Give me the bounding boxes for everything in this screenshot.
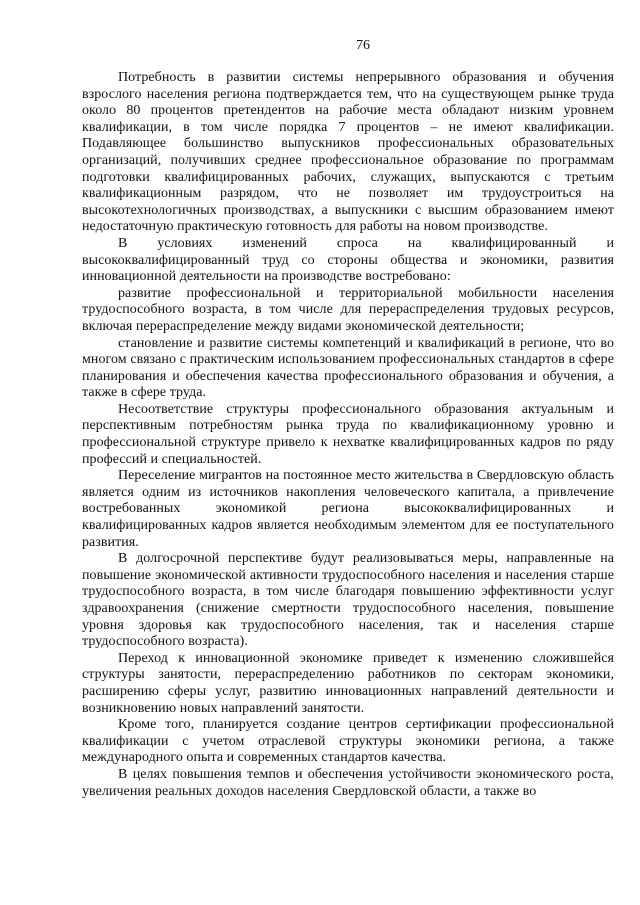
paragraph-6: Переселение мигрантов на постоянное место жительства в Свердловскую область является одним из источников накопления человеческого капитала, а привлечение востребованных экономикой региона высококвалифицированных и квалифицированных кадров является необходимым элементом для ее поступательного развития. [82, 468, 614, 550]
paragraph-5: Несоответствие структуры профессионального образования актуальным и перспективным потребностям рынка труда по квалификационному уровню и профессиональной структуре привело к нехватке квалифицированных кадров по ряду профессий и специальностей. [82, 401, 614, 467]
paragraph-2: В условиях изменений спроса на квалифицированный и высококвалифицированный труд со стороны общества и экономики, развития инновационной деятельности на производстве востребовано: [82, 235, 614, 285]
paragraph-4: становление и развитие системы компетенций и квалификаций в регионе, что во многом связано с практическим использованием профессиональных стандартов в сфере планирования и обеспечения качества профессионального образования и обучения, а также в сфере труда. [82, 335, 614, 401]
paragraph-10: В целях повышения темпов и обеспечения устойчивости экономического роста, увеличения реальных доходов населения Свердловской области, а также во [82, 766, 614, 799]
paragraph-9: Кроме того, планируется создание центров сертификации профессиональной квалификации с учетом отраслевой структуры экономики региона, а также международного опыта и современных стандартов качества. [82, 717, 614, 766]
paragraph-1: Потребность в развитии системы непрерывного образования и обучения взрослого населения региона подтверждается тем, что на существующем рынке труда около 80 процентов претендентов на рабочие места обладают низким уровнем квалификации, в том числе порядка 7 процентов – не имеют квалификации. Подавляющее большинство выпускников профессиональных образовательных организаций, получивших среднее профессиональное образование по программам подготовки квалифицированных рабочих, служащих, выпускаются с третьим квалификационным разрядом, что не позволяет им трудоустроиться на высокотехнологичных производствах, а выпускники с высшим образованием имеют недостаточную практическую готовность для работы на новом производстве. [82, 70, 614, 235]
paragraph-3: развитие профессиональной и территориальной мобильности населения трудоспособного возраста, в том числе для перераспределения трудовых ресурсов, включая перераспределение между видами экономической деятельности; [82, 285, 614, 334]
paragraph-8: Переход к инновационной экономике приведет к изменению сложившейся структуры занятости, перераспределению работников по секторам экономики, расширению сферы услуг, развитию инновационных направлений деятельности и возникновению новых направлений занятости. [82, 650, 614, 716]
document-body [82, 70, 614, 800]
page-number: 76 [356, 38, 370, 53]
paragraph-7: В долгосрочной перспективе будут реализовываться меры, направленные на повышение экономической активности трудоспособного населения и населения старше трудоспособного возраста, в том числе благодаря повышению эффективности услуг здравоохранения (снижение смертности трудоспособного населения, повышение уровня здоровья как трудоспособного населения, так и населения старше трудоспособного возраста). [82, 551, 614, 650]
